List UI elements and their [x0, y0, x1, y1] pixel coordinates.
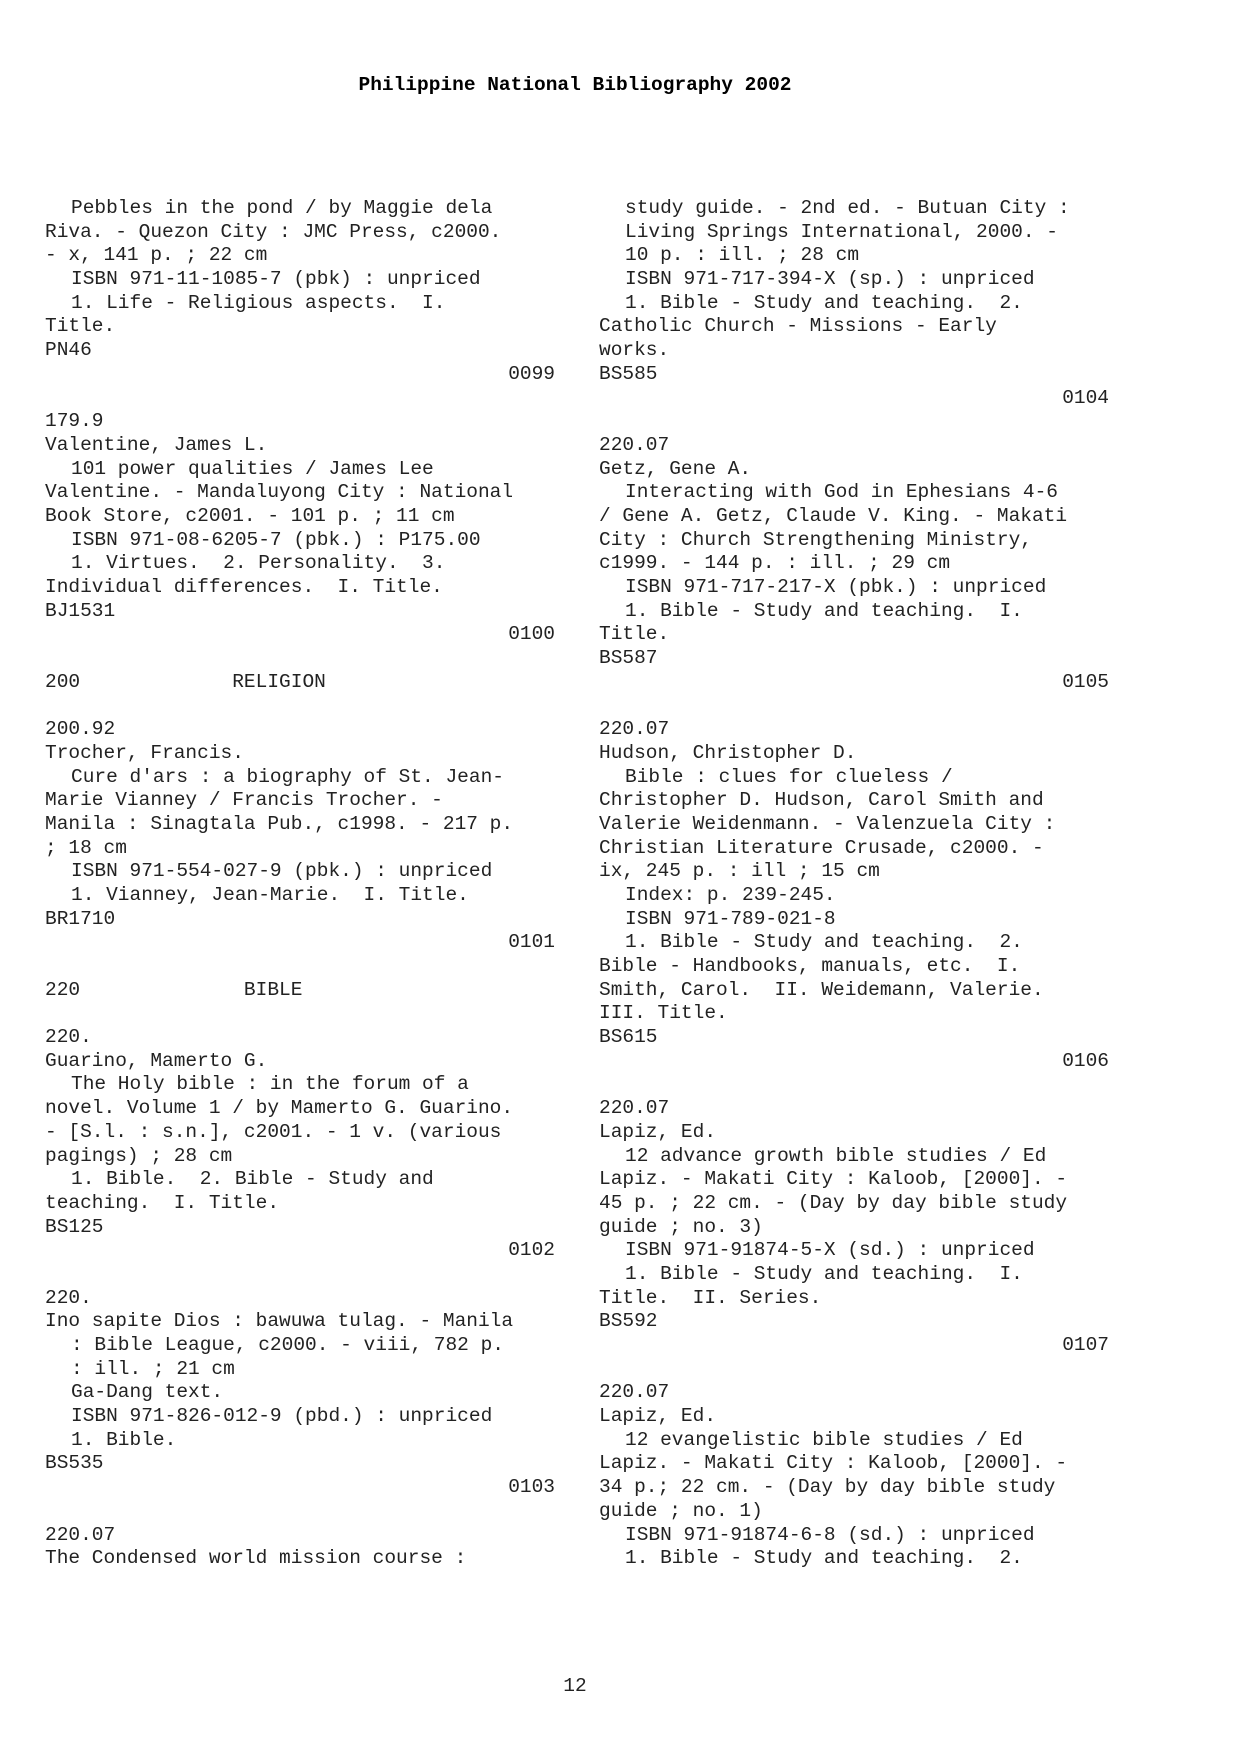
text-line: Ga-Dang text.	[71, 1381, 224, 1404]
text-line: 220.07	[45, 1523, 116, 1546]
text-line: Christopher D. Hudson, Carol Smith and	[599, 789, 1044, 812]
entry-number: 0104	[1062, 386, 1109, 409]
text-line: 1. Bible - Study and teaching. 2.	[625, 1547, 1023, 1570]
entry-number: 0106	[1062, 1049, 1109, 1072]
entry-number: 0102	[508, 1239, 555, 1262]
text-line: ISBN 971-554-027-9 (pbk.) : unpriced	[71, 860, 493, 883]
text-line: / Gene A. Getz, Claude V. King. - Makati	[599, 504, 1068, 527]
text-line: Pebbles in the pond / by Maggie dela	[71, 197, 493, 219]
text-line: - x, 141 p. ; 22 cm	[45, 244, 268, 267]
blank-line	[45, 647, 555, 671]
text-line: 179.9	[45, 410, 104, 433]
text-line: Index: p. 239-245.	[625, 883, 836, 906]
text-line: 1. Bible - Study and teaching. 2.	[625, 291, 1023, 314]
text-line: : ill. ; 21 cm	[71, 1357, 235, 1380]
blank-line	[45, 1002, 555, 1026]
text-line: BS585	[599, 362, 658, 385]
text-line: Valentine, James L.	[45, 433, 268, 456]
text-line: ISBN 971-91874-5-X (sd.) : unpriced	[625, 1239, 1035, 1262]
text-line: 200 RELIGION	[45, 670, 326, 693]
blank-line	[599, 694, 1109, 718]
text-line: 220.07	[599, 718, 670, 741]
text-line: ISBN 971-717-217-X (pbk.) : unpriced	[625, 576, 1047, 598]
text-line: guide ; no. 3)	[599, 1215, 763, 1238]
text-line: 12 evangelistic bible studies / Ed	[625, 1428, 1023, 1451]
blank-line	[45, 1263, 555, 1287]
text-line: - [S.l. : s.n.], c2001. - 1 v. (various	[45, 1120, 502, 1143]
text-line: study guide. - 2nd ed. - Butuan City :	[625, 197, 1070, 219]
text-line: ; 18 cm	[45, 836, 127, 859]
text-line: Book Store, c2001. - 101 p. ; 11 cm	[45, 504, 455, 527]
text-line: works.	[599, 339, 670, 362]
text-line: Valentine. - Mandaluyong City : National	[45, 481, 514, 504]
text-line: Living Springs International, 2000. -	[625, 220, 1058, 243]
text-line: ISBN 971-789-021-8	[625, 907, 836, 930]
text-line: 1. Vianney, Jean-Marie. I. Title.	[71, 883, 469, 906]
text-line: Smith, Carol. II. Weidemann, Valerie.	[599, 978, 1044, 1001]
text-line: 1. Virtues. 2. Personality. 3.	[71, 552, 446, 575]
text-line: The Holy bible : in the forum of a	[71, 1073, 469, 1096]
text-line: Manila : Sinagtala Pub., c1998. - 217 p.	[45, 812, 514, 835]
text-line: ISBN 971-11-1085-7 (pbk) : unpriced	[71, 268, 481, 291]
text-line: 1. Bible. 2. Bible - Study and	[71, 1168, 434, 1191]
blank-line	[45, 694, 555, 718]
text-line: BS587	[599, 647, 658, 670]
text-line: 220.07	[599, 433, 670, 456]
text-line: 220.07	[599, 1097, 670, 1120]
text-line: Valerie Weidenmann. - Valenzuela City :	[599, 812, 1056, 835]
text-line: 1. Bible - Study and teaching. I.	[625, 1262, 1023, 1285]
text-line: Christian Literature Crusade, c2000. -	[599, 836, 1044, 859]
text-line: III. Title.	[599, 1002, 728, 1025]
text-line: Hudson, Christopher D.	[599, 741, 857, 764]
text-line: Lapiz, Ed.	[599, 1120, 717, 1143]
right-column	[599, 197, 1109, 1571]
text-line: 1. Bible - Study and teaching. 2.	[625, 931, 1023, 954]
text-line: : Bible League, c2000. - viii, 782 p.	[71, 1334, 504, 1356]
text-line: novel. Volume 1 / by Mamerto G. Guarino.	[45, 1097, 514, 1120]
text-line: Lapiz, Ed.	[599, 1405, 717, 1428]
entry-number: 0101	[508, 931, 555, 954]
text-line: ISBN 971-91874-6-8 (sd.) : unpriced	[625, 1523, 1035, 1546]
text-line: ISBN 971-717-394-X (sp.) : unpriced	[625, 268, 1035, 291]
text-line: 10 p. : ill. ; 28 cm	[625, 244, 860, 267]
blank-line	[599, 1358, 1109, 1382]
text-line: 220.	[45, 1286, 92, 1309]
page-title: Philippine National Bibliography 2002	[358, 74, 792, 96]
entry-number: 0107	[1062, 1334, 1109, 1356]
entry-number: 0105	[1062, 670, 1109, 693]
text-line: c1999. - 144 p. : ill. ; 29 cm	[599, 552, 951, 575]
blank-line	[45, 955, 555, 979]
text-line: BS615	[599, 1026, 658, 1049]
text-line: 1. Life - Religious aspects. I.	[71, 291, 446, 314]
text-line: Title.	[45, 315, 116, 338]
text-line: BR1710	[45, 907, 116, 930]
text-line: Bible : clues for clueless /	[625, 765, 953, 788]
text-line: pagings) ; 28 cm	[45, 1144, 233, 1167]
page-number: 12	[563, 1675, 587, 1697]
text-line: teaching. I. Title.	[45, 1191, 280, 1214]
text-line: Riva. - Quezon City : JMC Press, c2000.	[45, 220, 502, 243]
text-line: Marie Vianney / Francis Trocher. -	[45, 789, 443, 812]
text-line: PN46	[45, 339, 92, 362]
text-line: Ino sapite Dios : bawuwa tulag. - Manila	[45, 1310, 514, 1333]
text-line: Trocher, Francis.	[45, 741, 244, 764]
text-line: 220.	[45, 1026, 92, 1049]
text-line: Cure d'ars : a biography of St. Jean-	[71, 765, 504, 788]
text-line: BJ1531	[45, 599, 116, 622]
blank-line	[45, 1500, 555, 1524]
entry-number: 0103	[508, 1476, 555, 1499]
text-line: ISBN 971-08-6205-7 (pbk.) : P175.00	[71, 528, 481, 551]
text-line: 34 p.; 22 cm. - (Day by day bible study	[599, 1476, 1056, 1499]
text-line: Lapiz. - Makati City : Kaloob, [2000]. -	[599, 1168, 1068, 1191]
blank-line	[599, 1073, 1109, 1097]
text-line: ISBN 971-826-012-9 (pbd.) : unpriced	[71, 1405, 493, 1428]
text-line: 45 p. ; 22 cm. - (Day by day bible study	[599, 1191, 1068, 1214]
text-line: Individual differences. I. Title.	[45, 576, 443, 598]
text-line: 1. Bible - Study and teaching. I.	[625, 599, 1023, 622]
text-line: 12 advance growth bible studies / Ed	[625, 1144, 1047, 1167]
text-line: Title. II. Series.	[599, 1286, 822, 1309]
text-line: Bible - Handbooks, manuals, etc. I.	[599, 955, 1021, 977]
text-line: Getz, Gene A.	[599, 457, 752, 480]
text-line: City : Church Strengthening Ministry,	[599, 528, 1032, 551]
entry-number: 0099	[508, 362, 555, 385]
text-line: The Condensed world mission course :	[45, 1547, 467, 1570]
text-line: 200.92	[45, 718, 116, 741]
text-line: Catholic Church - Missions - Early	[599, 315, 997, 338]
blank-line	[599, 410, 1109, 434]
entry-number: 0100	[508, 623, 555, 646]
text-line: BS535	[45, 1452, 104, 1475]
text-line: Guarino, Mamerto G.	[45, 1049, 268, 1072]
text-line: Lapiz. - Makati City : Kaloob, [2000]. -	[599, 1452, 1068, 1475]
text-line: 1. Bible.	[71, 1428, 177, 1451]
text-line: Title.	[599, 623, 670, 646]
text-line: ix, 245 p. : ill ; 15 cm	[599, 860, 880, 883]
text-line: BS592	[599, 1310, 658, 1333]
text-line: Interacting with God in Ephesians 4-6	[625, 481, 1058, 504]
text-line: guide ; no. 1)	[599, 1499, 763, 1522]
blank-line	[45, 387, 555, 411]
left-column	[45, 197, 555, 1571]
text-line: 220.07	[599, 1381, 670, 1404]
text-line: 220 BIBLE	[45, 978, 303, 1001]
text-line: 101 power qualities / James Lee	[71, 457, 434, 480]
text-line: BS125	[45, 1215, 104, 1238]
